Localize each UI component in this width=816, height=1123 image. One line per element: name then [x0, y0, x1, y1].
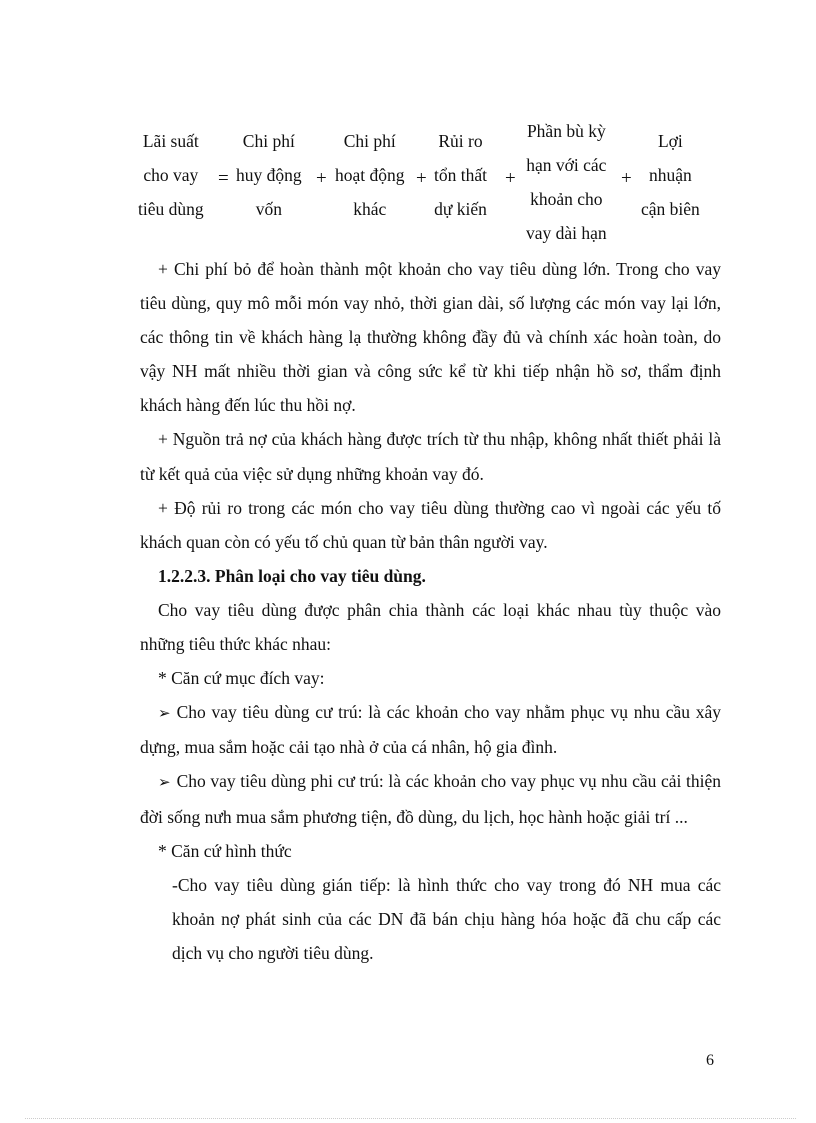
formula-line: vốn	[255, 199, 282, 219]
formula-operator: +	[621, 168, 632, 189]
formula-line: tiêu dùng	[138, 199, 204, 219]
formula-line: tổn thất	[434, 165, 487, 185]
formula-term-funding-cost	[236, 124, 302, 226]
formula-term-marginal-profit	[641, 124, 700, 226]
formula-line: cận biên	[641, 199, 700, 219]
page-border-divider	[25, 1118, 796, 1119]
bullet-item	[140, 764, 721, 833]
formula-line: Chi phí	[343, 131, 396, 151]
bullet-text: Cho vay tiêu dùng cư trú: là các khoản cho vay nhằm phục vụ nhu cầu xây dựng, mua sắm hoặc cải tạo nhà ở của cá nhân, hộ gia đình.	[140, 702, 721, 758]
formula-line: Rủi ro	[438, 131, 483, 151]
formula-operator: +	[416, 168, 427, 189]
formula-operator: +	[505, 168, 516, 189]
formula-term-operating-cost	[335, 124, 405, 226]
formula-line: khác	[353, 199, 387, 219]
page-number: 6	[706, 1052, 714, 1069]
section-heading: 1.2.2.3. Phân loại cho vay tiêu dùng.	[158, 565, 426, 586]
formula-line: vay dài hạn	[526, 223, 607, 243]
formula-operator: +	[316, 168, 327, 189]
formula-line: Lãi suất	[142, 131, 199, 151]
paragraph: * Căn cứ hình thức	[158, 840, 292, 861]
formula-line: Lợi	[657, 131, 683, 151]
bullet-text: Cho vay tiêu dùng phi cư trú: là các khoản cho vay phục vụ nhu cầu cải thiện đời sống nưh mua sắm phương tiện, đồ dùng, du lịch, học hành hoặc giải trí ...	[140, 771, 721, 827]
interest-rate-formula	[138, 118, 708, 248]
paragraph: -Cho vay tiêu dùng gián tiếp: là hình thức cho vay trong đó NH mua các khoản nợ phát sinh của các DN đã bán chịu hàng hóa hoặc đã chu cấp các dịch vụ cho người tiêu dùng.	[172, 874, 721, 963]
formula-term-interest-rate	[138, 124, 204, 226]
formula-line: hoạt động	[335, 165, 405, 185]
formula-line: Phần bù kỳ	[526, 121, 606, 141]
paragraph: + Độ rủi ro trong các món cho vay tiêu dùng thường cao vì ngoài các yếu tố khách quan còn có yếu tố chủ quan từ bản thân người vay.	[140, 497, 721, 552]
formula-term-expected-loss	[434, 124, 487, 226]
arrow-bullet-icon: ➢	[158, 704, 171, 723]
bullet-item	[140, 695, 721, 764]
formula-line: huy động	[236, 165, 302, 185]
formula-operator: =	[218, 168, 229, 189]
formula-line: hạn với các	[526, 155, 607, 175]
formula-line: dự kiến	[434, 199, 487, 219]
paragraph: + Nguồn trả nợ của khách hàng được trích từ thu nhập, không nhất thiết phải là từ kết quả của việc sử dụng những khoản vay đó.	[140, 429, 721, 484]
paragraph: + Chi phí bỏ để hoàn thành một khoản cho vay tiêu dùng lớn. Trong cho vay tiêu dùng, quy mô mỗi món vay nhỏ, thời gian dài, số lượng các món vay lại lớn, các thông tin về khách hàng lạ thường không đầy đủ và chính xác hoàn toàn, do vậy NH mất nhiều thời gian và công sức kể từ khi tiếp nhận hồ sơ, thẩm định khách hàng đến lúc thu hồi nợ.	[140, 259, 721, 416]
formula-line: Chi phí	[242, 131, 295, 151]
formula-line: nhuận	[649, 165, 692, 185]
formula-line: khoản cho	[530, 189, 603, 209]
paragraph: * Căn cứ mục đích vay:	[158, 668, 325, 689]
arrow-bullet-icon: ➢	[158, 773, 171, 792]
formula-term-term-premium	[526, 114, 607, 250]
formula-line: cho vay	[143, 165, 199, 185]
paragraph: Cho vay tiêu dùng được phân chia thành các loại khác nhau tùy thuộc vào những tiêu thức khác nhau:	[140, 599, 721, 655]
body-text	[140, 252, 721, 970]
